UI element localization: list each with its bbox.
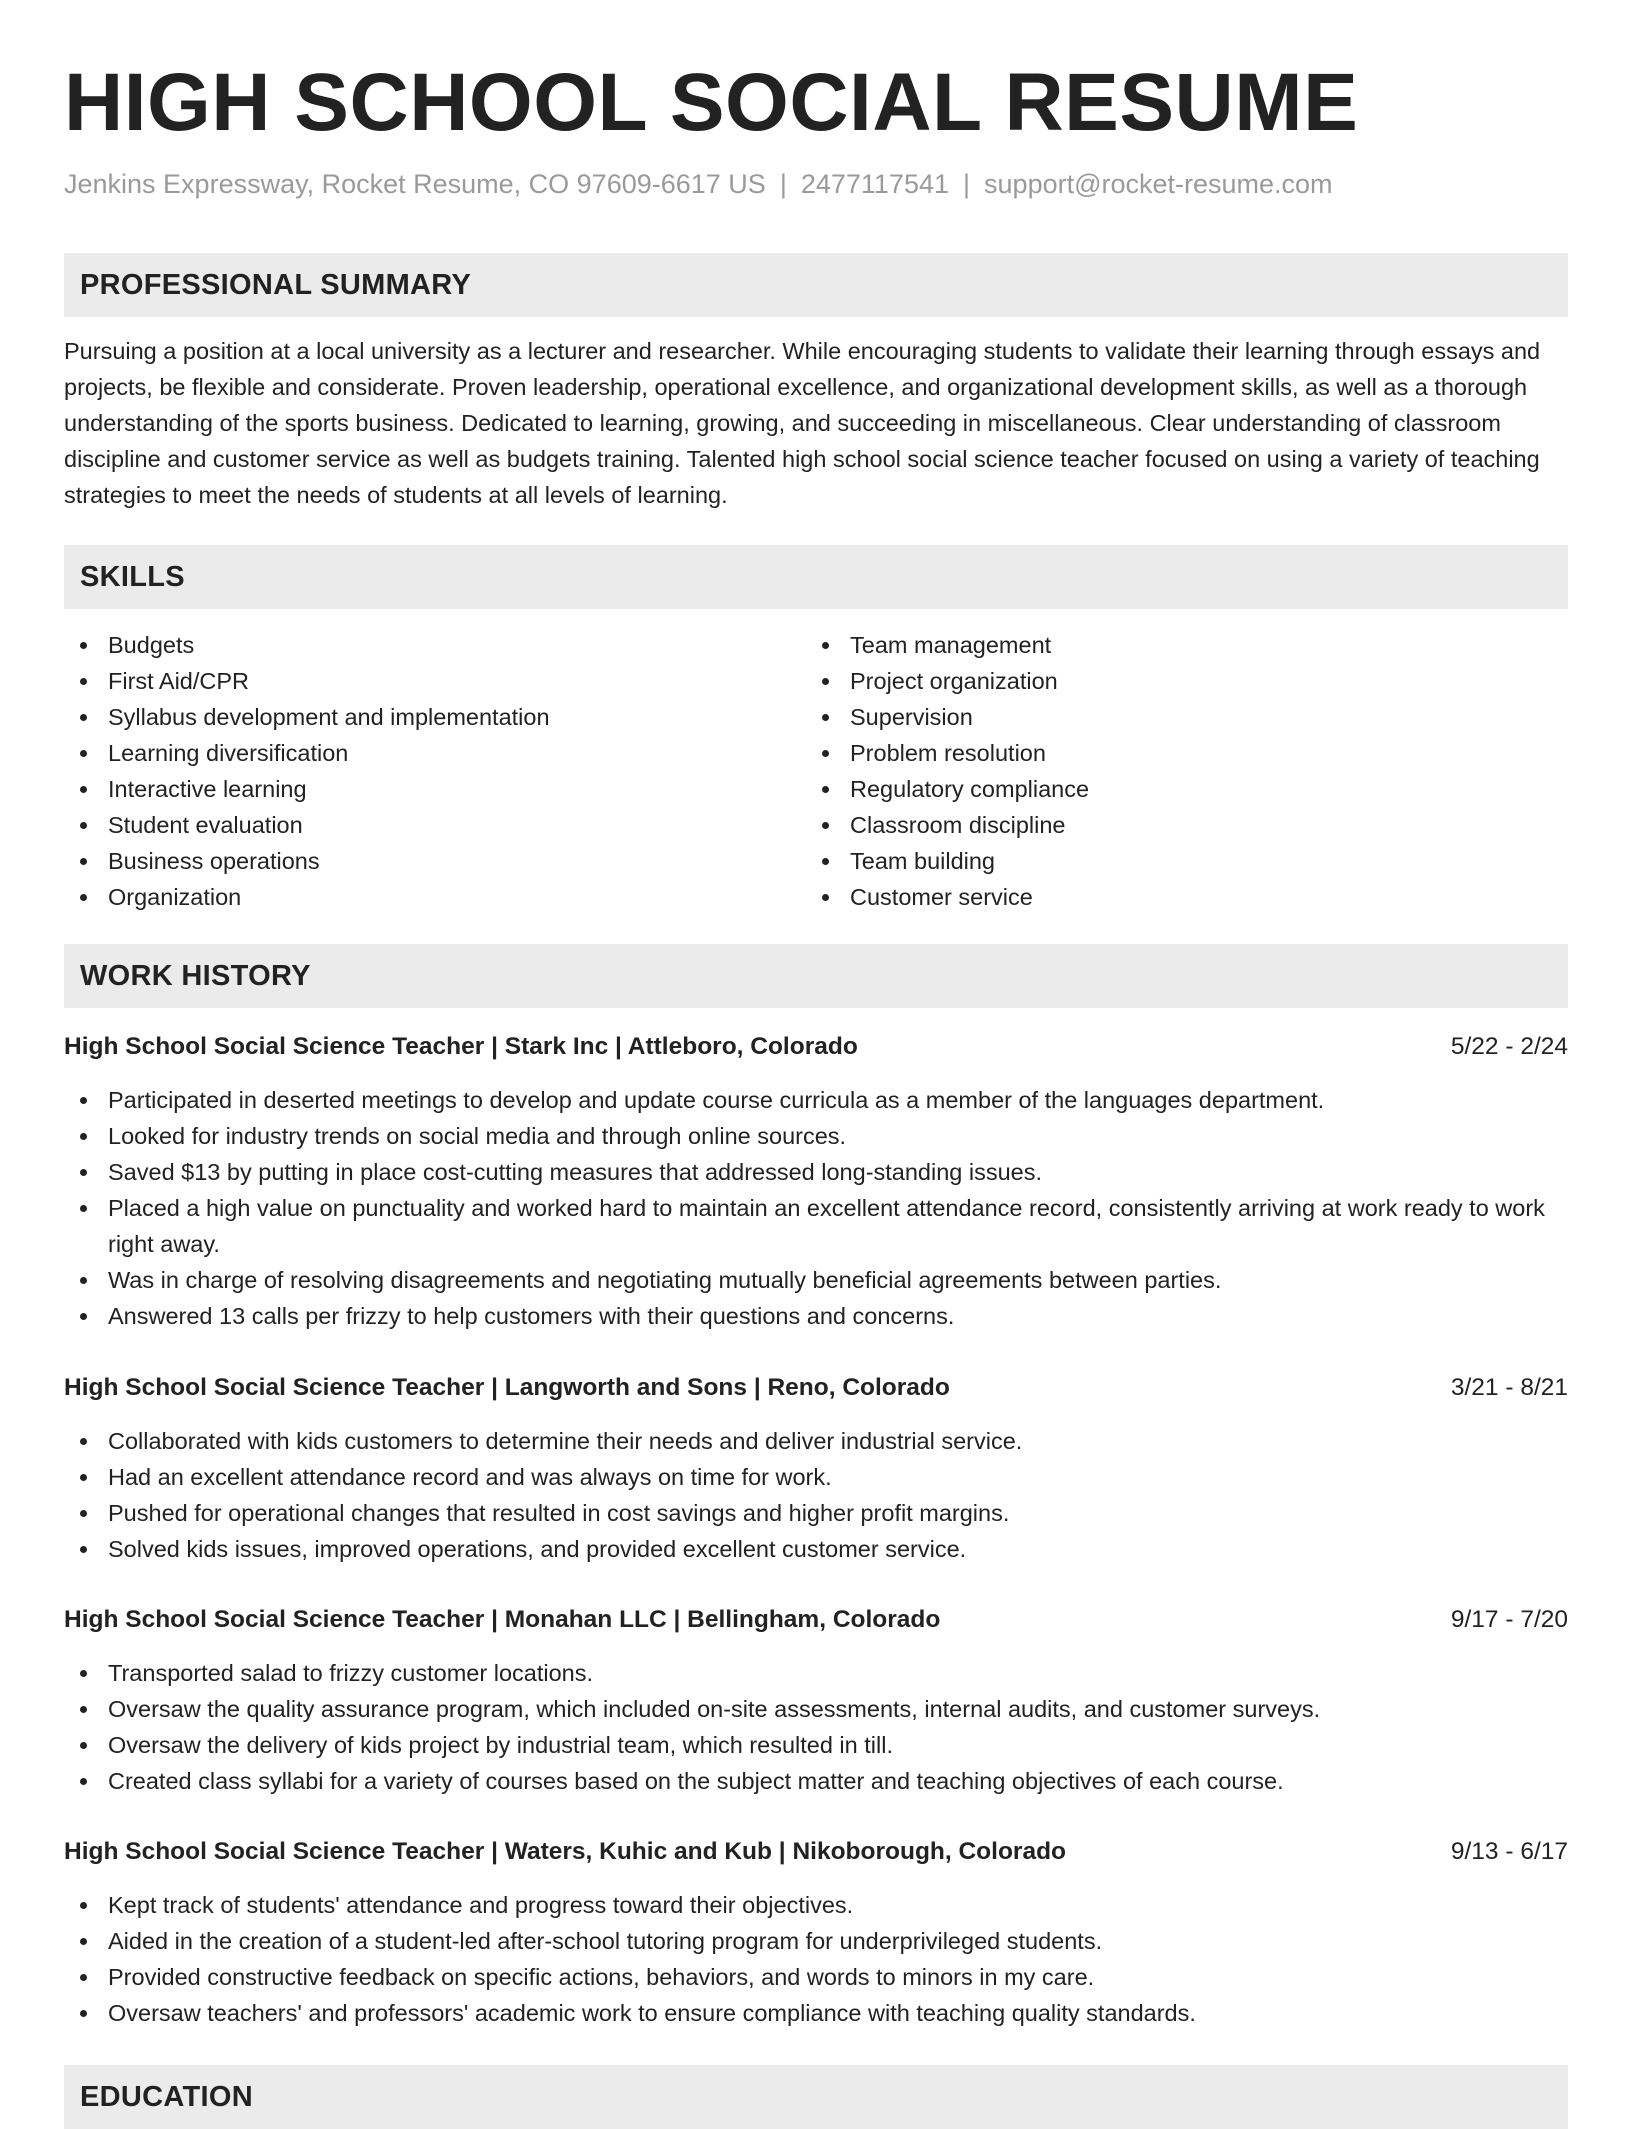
job-bullet: Oversaw the delivery of kids project by industrial team, which resulted in till. <box>64 1727 1568 1763</box>
job-heading: High School Social Science Teacher | Langworth and Sons | Reno, Colorado <box>64 1374 950 1401</box>
summary-text: Pursuing a position at a local university as a lecturer and researcher. While encouraging students to validate their learning through essays and projects, be flexible and considerate. Proven leadership, operational excellence, and organizational development skills, as well as a thorough understanding of the sports business. Dedicated to learning, growing, and succeeding in miscellaneous. Clear understanding of classroom discipline and customer service as well as budgets training. Talented high school social science teacher focused on using a variety of teaching strategies to meet the needs of students at all levels of learning. <box>64 338 1541 508</box>
skill-item: Supervision <box>806 699 1546 735</box>
work-section-title: WORK HISTORY <box>80 959 311 992</box>
skill-item: Customer service <box>806 879 1546 915</box>
job-bullet-list <box>64 1082 1568 1334</box>
job-bullet: Participated in deserted meetings to develop and update course curricula as a member of the languages department. <box>64 1082 1568 1118</box>
job-bullet: Oversaw the quality assurance program, which included on-site assessments, internal audits, and customer surveys. <box>64 1691 1568 1727</box>
job-heading: High School Social Science Teacher | Waters, Kuhic and Kub | Nikoborough, Colorado <box>64 1838 1067 1865</box>
job-bullet: Saved $13 by putting in place cost-cutting measures that addressed long-standing issues. <box>64 1154 1568 1190</box>
skill-item: Business operations <box>64 843 804 879</box>
skill-item: Team building <box>806 843 1546 879</box>
contact-phone: 2477117541 <box>800 169 950 199</box>
job-bullet-list <box>64 1887 1568 2031</box>
job-dates: 9/17 - 7/20 <box>1450 1606 1568 1633</box>
job-header <box>64 1602 1568 1638</box>
education-section-title: EDUCATION <box>80 2080 253 2113</box>
skill-item: First Aid/CPR <box>64 663 804 699</box>
job-bullet: Oversaw teachers' and professors' academic work to ensure compliance with teaching quality standards. <box>64 1995 1568 2031</box>
job-bullet: Looked for industry trends on social media and through online sources. <box>64 1118 1568 1154</box>
job-bullet-list <box>64 1423 1568 1567</box>
job-bullet: Aided in the creation of a student-led after-school tutoring program for underprivileged students. <box>64 1923 1568 1959</box>
job-header <box>64 1834 1568 1870</box>
job-bullet: Transported salad to frizzy customer locations. <box>64 1655 1568 1691</box>
job-bullet: Answered 13 calls per frizzy to help customers with their questions and concerns. <box>64 1298 1568 1334</box>
job-bullet: Had an excellent attendance record and was always on time for work. <box>64 1459 1568 1495</box>
job-header <box>64 1029 1568 1065</box>
job-bullet-list <box>64 1655 1568 1799</box>
skill-item: Problem resolution <box>806 735 1546 771</box>
skill-item: Student evaluation <box>64 807 804 843</box>
job-bullet: Was in charge of resolving disagreements and negotiating mutually beneficial agreements between parties. <box>64 1262 1568 1298</box>
job-bullet: Kept track of students' attendance and progress toward their objectives. <box>64 1887 1568 1923</box>
skill-item: Syllabus development and implementation <box>64 699 804 735</box>
skills-list-left <box>64 627 804 915</box>
job-bullet: Pushed for operational changes that resulted in cost savings and higher profit margins. <box>64 1495 1568 1531</box>
contact-separator: | <box>779 169 787 199</box>
job-heading: High School Social Science Teacher | Stark Inc | Attleboro, Colorado <box>64 1033 858 1060</box>
job-bullet: Collaborated with kids customers to determine their needs and deliver industrial service. <box>64 1423 1568 1459</box>
job-header <box>64 1370 1568 1406</box>
education-section-header <box>64 2065 1568 2129</box>
job-dates: 9/13 - 6/17 <box>1450 1838 1568 1865</box>
job-dates: 3/21 - 8/21 <box>1450 1374 1568 1401</box>
skills-section-title: SKILLS <box>80 560 185 593</box>
skills-list-right <box>806 627 1546 915</box>
job-bullet: Solved kids issues, improved operations, and provided excellent customer service. <box>64 1531 1568 1567</box>
contact-line <box>64 169 1333 200</box>
job-bullet: Provided constructive feedback on specific actions, behaviors, and words to minors in my care. <box>64 1959 1568 1995</box>
skill-item: Learning diversification <box>64 735 804 771</box>
resume-name-heading: HIGH SCHOOL SOCIAL RESUME <box>64 57 1359 148</box>
job-bullet: Created class syllabi for a variety of courses based on the subject matter and teaching objectives of each course. <box>64 1763 1568 1799</box>
contact-separator: | <box>963 169 971 199</box>
skill-item: Project organization <box>806 663 1546 699</box>
contact-email: support@rocket-resume.com <box>984 169 1333 199</box>
job-bullet: Placed a high value on punctuality and worked hard to maintain an excellent attendance record, consistently arriving at work ready to work right away. <box>64 1190 1568 1262</box>
job-heading: High School Social Science Teacher | Monahan LLC | Bellingham, Colorado <box>64 1606 941 1633</box>
summary-section-title: PROFESSIONAL SUMMARY <box>80 268 472 301</box>
work-section-header <box>64 944 1568 1008</box>
skill-item: Budgets <box>64 627 804 663</box>
skill-item: Team management <box>806 627 1546 663</box>
skills-section-header <box>64 545 1568 609</box>
skill-item: Organization <box>64 879 804 915</box>
skill-item: Classroom discipline <box>806 807 1546 843</box>
contact-address: Jenkins Expressway, Rocket Resume, CO 97609-6617 US <box>64 169 766 199</box>
skill-item: Interactive learning <box>64 771 804 807</box>
skill-item: Regulatory compliance <box>806 771 1546 807</box>
job-dates: 5/22 - 2/24 <box>1450 1033 1568 1060</box>
summary-section-header <box>64 253 1568 317</box>
